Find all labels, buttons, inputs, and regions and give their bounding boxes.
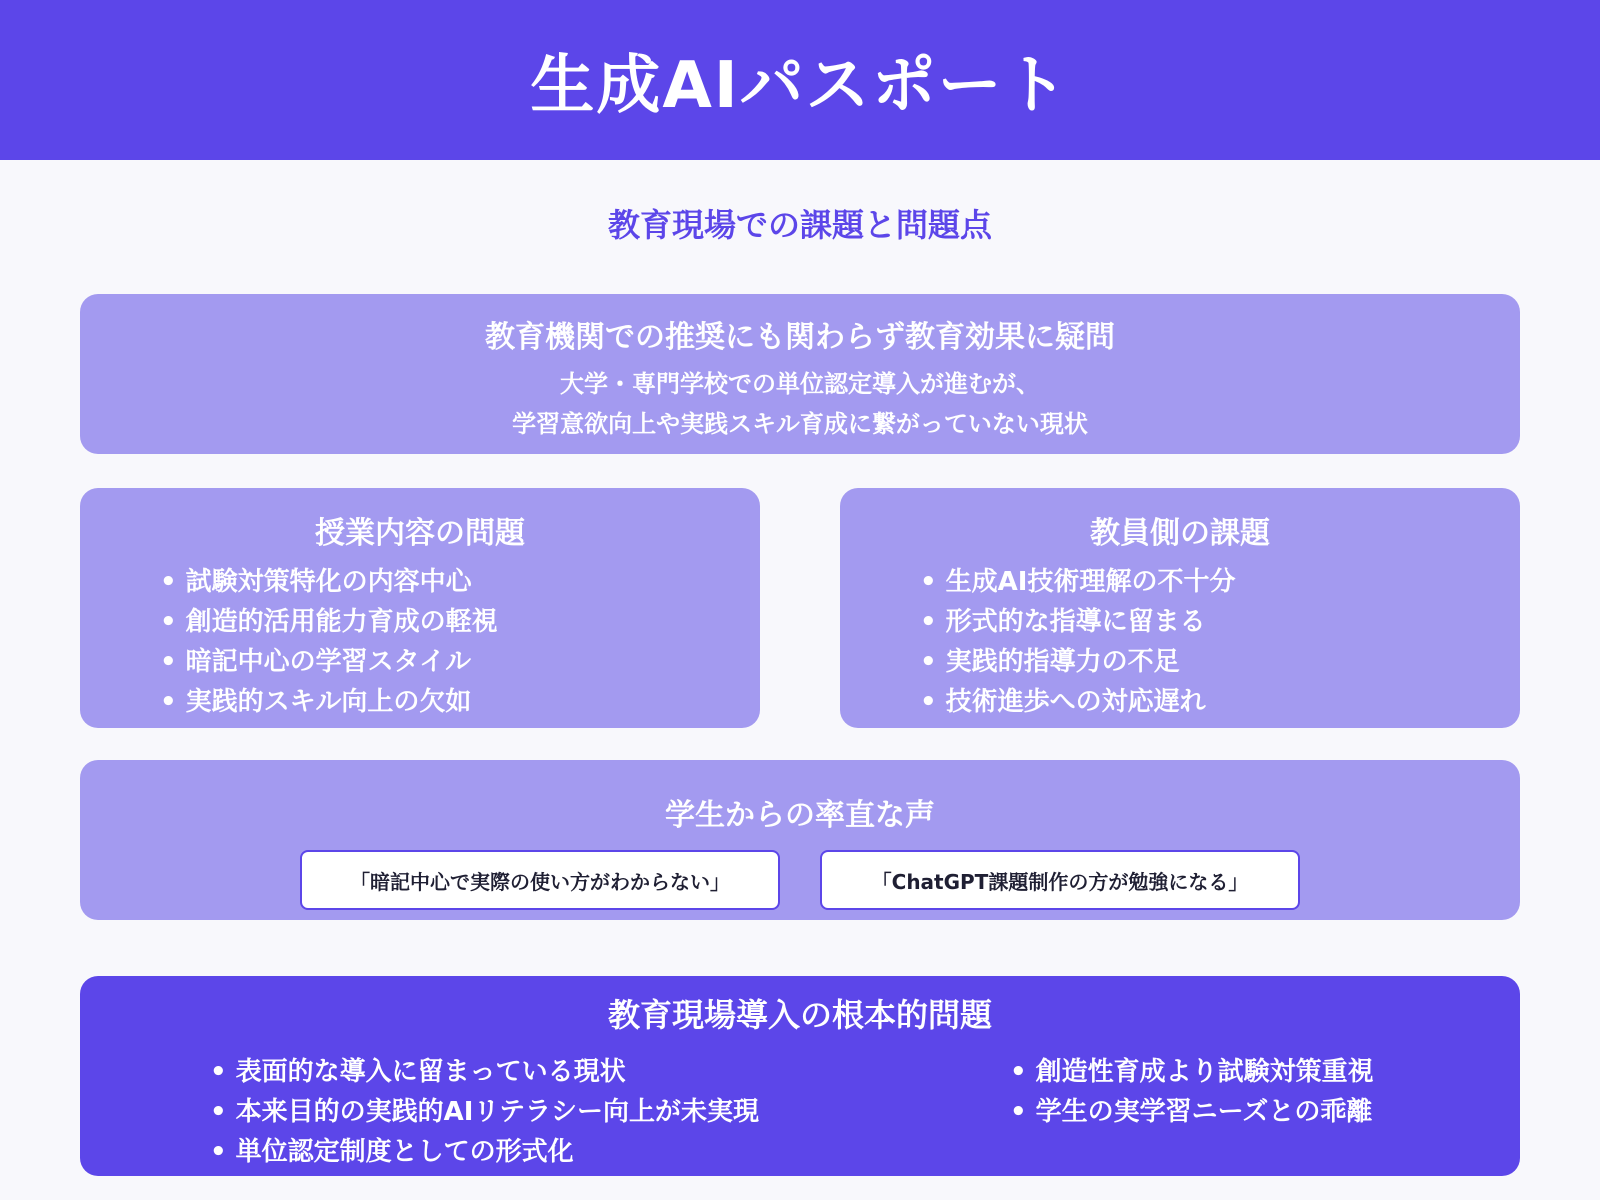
summary-heading: 教育機関での推奨にも関わらず教育効果に疑問 bbox=[485, 320, 1115, 355]
list-item: • 形式的な指導に留まる bbox=[920, 602, 1520, 642]
list-item: • 単位認定制度としての形式化 bbox=[210, 1132, 759, 1172]
student-voices-heading: 学生からの率直な声 bbox=[665, 798, 935, 833]
summary-line-2: 学習意欲向上や実践スキル育成に繋がっていない現状 bbox=[512, 410, 1088, 438]
list-item: • 表面的な導入に留まっている現状 bbox=[210, 1052, 759, 1092]
student-voices-card bbox=[80, 760, 1520, 920]
summary-line-1: 大学・専門学校での単位認定導入が進むが、 bbox=[560, 370, 1040, 398]
root-problems-card bbox=[80, 976, 1520, 1176]
list-item: • 学生の実学習ニーズとの乖離 bbox=[1010, 1092, 1374, 1132]
root-problems-list-left bbox=[210, 1052, 759, 1172]
root-problems-list-right bbox=[1010, 1052, 1374, 1132]
section-title: 教育現場での課題と問題点 bbox=[607, 206, 992, 244]
list-item: • 暗記中心の学習スタイル bbox=[160, 642, 760, 682]
list-item: • 生成AI技術理解の不十分 bbox=[920, 562, 1520, 602]
teacher-issues-card bbox=[840, 488, 1520, 728]
class-content-heading: 授業内容の問題 bbox=[315, 516, 525, 551]
student-quote: 「暗記中心で実際の使い方がわからない」 bbox=[300, 850, 780, 910]
list-item: • 本来目的の実践的AIリテラシー向上が未実現 bbox=[210, 1092, 759, 1132]
list-item: • 実践的指導力の不足 bbox=[920, 642, 1520, 682]
header-banner bbox=[0, 0, 1600, 160]
page-title: 生成AIパスポート bbox=[530, 49, 1070, 123]
list-item: • 実践的スキル向上の欠如 bbox=[160, 682, 760, 722]
teacher-issues-heading: 教員側の課題 bbox=[1090, 516, 1270, 551]
list-item: • 試験対策特化の内容中心 bbox=[160, 562, 760, 602]
student-quote: 「ChatGPT課題制作の方が勉強になる」 bbox=[820, 850, 1300, 910]
class-content-card bbox=[80, 488, 760, 728]
summary-card bbox=[80, 294, 1520, 454]
list-item: • 創造的活用能力育成の軽視 bbox=[160, 602, 760, 642]
list-item: • 技術進歩への対応遅れ bbox=[920, 682, 1520, 722]
class-content-list bbox=[80, 562, 760, 722]
root-problems-heading: 教育現場導入の根本的問題 bbox=[607, 996, 992, 1034]
list-item: • 創造性育成より試験対策重視 bbox=[1010, 1052, 1374, 1092]
teacher-issues-list bbox=[840, 562, 1520, 722]
